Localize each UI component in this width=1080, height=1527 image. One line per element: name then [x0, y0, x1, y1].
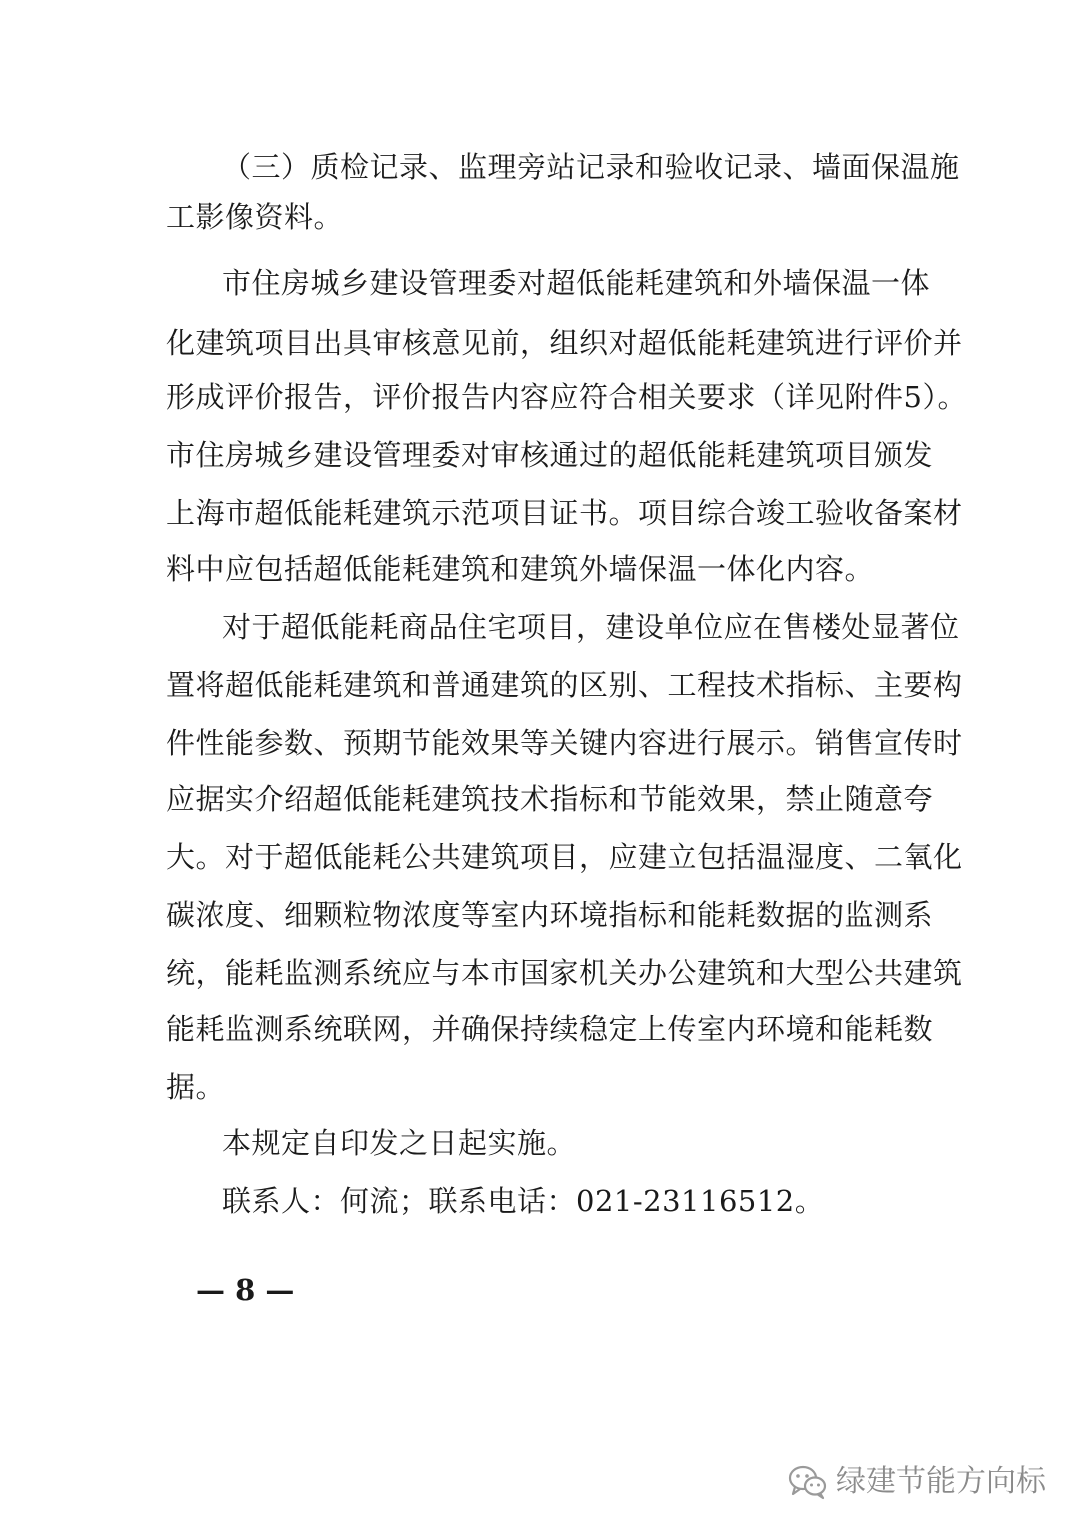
paragraph-2-line-2: 化建筑项目出具审核意见前，组织对超低能耗建筑进行评价并 — [166, 326, 963, 360]
paragraph-3-line-3: 件性能参数、预期节能效果等关键内容进行展示。销售宣传时 — [166, 726, 963, 760]
paragraph-2-line-6: 料中应包括超低能耗建筑和建筑外墙保温一体化内容。 — [166, 552, 875, 586]
paragraph-3-line-5: 大。对于超低能耗公共建筑项目，应建立包括温湿度、二氧化 — [166, 840, 963, 874]
watermark — [788, 1462, 1046, 1502]
page-number: — 8 — — [196, 1273, 295, 1307]
paragraph-2-line-3: 形成评价报告，评价报告内容应符合相关要求（详见附件5）。 — [166, 380, 967, 414]
paragraph-3-line-6: 碳浓度、细颗粒物浓度等室内环境指标和能耗数据的监测系 — [166, 898, 934, 932]
paragraph-2-line-1: 市住房城乡建设管理委对超低能耗建筑和外墙保温一体 — [222, 266, 931, 300]
paragraph-3-line-7: 统，能耗监测系统应与本市国家机关办公建筑和大型公共建筑 — [166, 956, 963, 990]
paragraph-3-line-1: 对于超低能耗商品住宅项目，建设单位应在售楼处显著位 — [222, 610, 960, 644]
paragraph-1-line-1: （三）质检记录、监理旁站记录和验收记录、墙面保温施 — [222, 150, 960, 184]
contact-line: 联系人：何流；联系电话：021-23116512。 — [222, 1184, 825, 1218]
paragraph-1-line-2: 工影像资料。 — [166, 200, 344, 234]
paragraph-3-line-4: 应据实介绍超低能耗建筑技术指标和节能效果，禁止随意夸 — [166, 782, 934, 816]
paragraph-2-line-5: 上海市超低能耗建筑示范项目证书。项目综合竣工验收备案材 — [166, 496, 963, 530]
paragraph-3-line-8: 能耗监测系统联网，并确保持续稳定上传室内环境和能耗数 — [166, 1012, 934, 1046]
paragraph-3-line-9: 据。 — [166, 1070, 226, 1104]
paragraph-3-line-2: 置将超低能耗建筑和普通建筑的区别、工程技术指标、主要构 — [166, 668, 963, 702]
paragraph-2-line-4: 市住房城乡建设管理委对审核通过的超低能耗建筑项目颁发 — [166, 438, 934, 472]
paragraph-4-line-1: 本规定自印发之日起实施。 — [222, 1126, 577, 1160]
wechat-icon — [788, 1464, 828, 1500]
watermark-text: 绿建节能方向标 — [836, 1464, 1046, 1499]
